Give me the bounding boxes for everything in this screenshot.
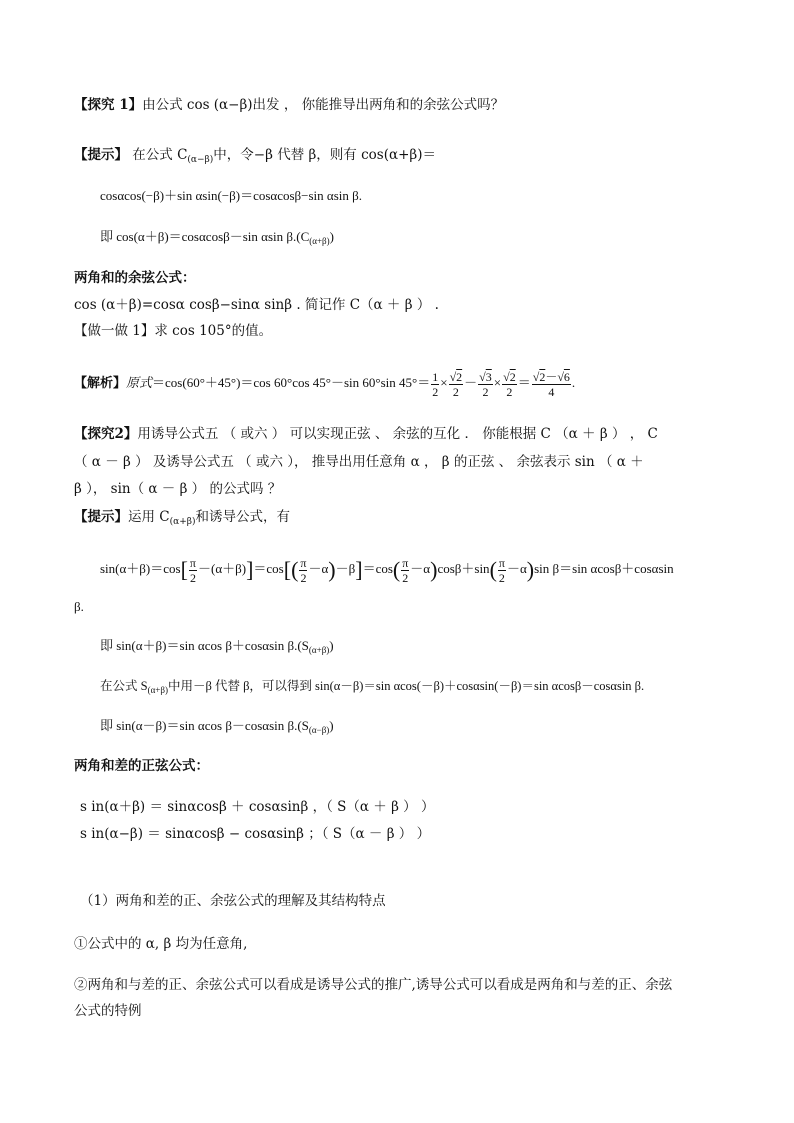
explore1-line (74, 96, 504, 114)
fraction-sqrt2-2: $\frac{√2}{2}$ (449, 369, 463, 399)
sin-minus-a: 即 sin(α－β)＝sin αcos β－cosαsin β.(S (100, 718, 309, 733)
sum-sin-f1: s in(α＋β) ＝ sinαcosβ ＋ cosαsinβ ，（ S（α ＋ β ） ） (80, 799, 435, 815)
sum-sin-heading: 两角和差的正弦公式： (74, 758, 209, 774)
sin-plus-sub: (α+β) (308, 645, 330, 655)
hint1-line3-a: 即 cos(α＋β)＝cosαcosβ－sin αsin β.(C (100, 229, 310, 244)
replace-b: 中用－β 代替 β，可以得到 sin(α－β)＝sin αcos(－β)＋cosαsin(－β)＝sin αcosβ－cosαsin β. (167, 679, 645, 693)
explore2-line3: β ）， sin（ α － β ） 的公式吗 ？ (74, 481, 282, 497)
explore2-tag: 【探究2】 (74, 426, 138, 442)
replace-sub: (α+β) (147, 685, 168, 695)
solution1-expr: ＝cos(60°＋45°)＝cos 60°cos 45°－sin 60°sin 45°＝ (152, 375, 431, 390)
solution1-line: 【解析】原式＝cos(60°＋45°)＝cos 60°cos 45°－sin 60°sin 45°＝ $\frac{1}{2}$ × $\frac{√2}{2}$ － $\frac{√3}{2}$ × $\frac{√2}{2}$ ＝ $\frac{√2-√6}{4}$ . (74, 369, 576, 399)
replace-line (100, 677, 644, 699)
solution1-tag: 【解析】 (74, 375, 127, 390)
explore2-line1 (74, 425, 658, 443)
hint2-line (74, 508, 290, 531)
solution1-lead: 原式 (126, 375, 153, 390)
replace-a: 在公式 S (100, 679, 148, 693)
hint2-text-b: 和诱导公式，有 (195, 509, 290, 525)
try1-line (74, 322, 272, 340)
sum-cos-formula: cos (α＋β)=cosα cosβ−sinα sinβ . 简记作 C（α ＋ β ） . (74, 297, 439, 313)
solution1-tail: . (571, 375, 576, 390)
hint1-line (74, 146, 436, 169)
sin-minus-line (100, 717, 334, 739)
hint2-tag: 【提示】 (74, 509, 128, 525)
fraction-result: $\frac{√2-√6}{4}$ (532, 369, 570, 399)
note-3b: 公式的特例 (74, 1003, 142, 1019)
sum-sin-f2: s in(α−β) ＝ sinαcosβ − cosαsinβ ；（ S（α － β ） ） (80, 826, 431, 842)
hint1-line2: cosαcos(−β)＋sin αsin(−β)＝cosαcosβ−sin αsin β. (100, 188, 363, 203)
derivation-cont: β. (74, 599, 84, 614)
hint2-text-a: 运用 C (128, 509, 170, 525)
note-3a: ②两角和与差的正、余弦公式可以看成是诱导公式的推广,诱导公式可以看成是两角和与差的正、余弦 (74, 977, 673, 993)
fraction-sqrt3-2: $\frac{√3}{2}$ (479, 369, 492, 399)
sum-cos-heading: 两角和的余弦公式： (74, 270, 196, 286)
hint2-sub-a: (α+β) (169, 517, 196, 527)
fraction-1-2: $\frac{1}{2}$ (432, 369, 439, 399)
hint1-line3 (100, 228, 334, 250)
explore1-tag: 【探究 1】 (74, 97, 143, 113)
derivation-line: sin(α＋β)＝cos[ $\frac{\pi}{2}$ －(α＋β)]＝cos[( $\frac{\pi}{2}$ －α)－β]＝cos( $\frac{\pi}{2}$ －α)cosβ＋sin( $\frac{\pi}{2}$ －α)sin β＝sin αcosβ＋cosαsin (100, 555, 674, 585)
try1-tag: 【做一做 1】 (74, 323, 155, 339)
sin-plus-line (100, 637, 334, 659)
hint1-sub-a: (α−β) (187, 155, 214, 165)
sin-minus-b: ) (329, 718, 334, 733)
sin-plus-b: ) (329, 638, 334, 653)
note-1: （1）两角和差的正、余弦公式的理解及其结构特点 (80, 893, 386, 909)
hint1-line3-b: ) (329, 229, 334, 244)
hint1-text-b: 中，令−β 代替 β，则有 cos(α+β)＝ (213, 147, 436, 163)
hint1-line3-sub: (α+β) (309, 236, 330, 246)
hint1-tag: 【提示】 (74, 147, 128, 163)
hint1-text-a: 在公式 C (128, 147, 188, 163)
explore1-text: 由公式 cos (α−β)出发 ， 你能推导出两角和的余弦公式吗？ (142, 97, 505, 113)
fraction-sqrt2-2b: $\frac{√2}{2}$ (503, 369, 516, 399)
sin-plus-a: 即 sin(α＋β)＝sin αcos β＋cosαsin β.(S (100, 638, 309, 653)
explore2-line2: （ α － β ） 及诱导公式五 （ 或六 ）， 推导出用任意角 α ， β 的正弦 、 余弦表示 sin （ α ＋ (74, 454, 644, 470)
sin-minus-sub: (α−β) (308, 725, 330, 735)
try1-text: 求 cos 105°的值。 (154, 323, 273, 339)
explore2-text1: 用诱导公式五 （ 或六 ） 可以实现正弦 、 余弦的互化 ． 你能根据 C （α ＋ β ） ， C (137, 426, 658, 442)
note-2: ①公式中的 α, β 均为任意角, (74, 936, 248, 952)
